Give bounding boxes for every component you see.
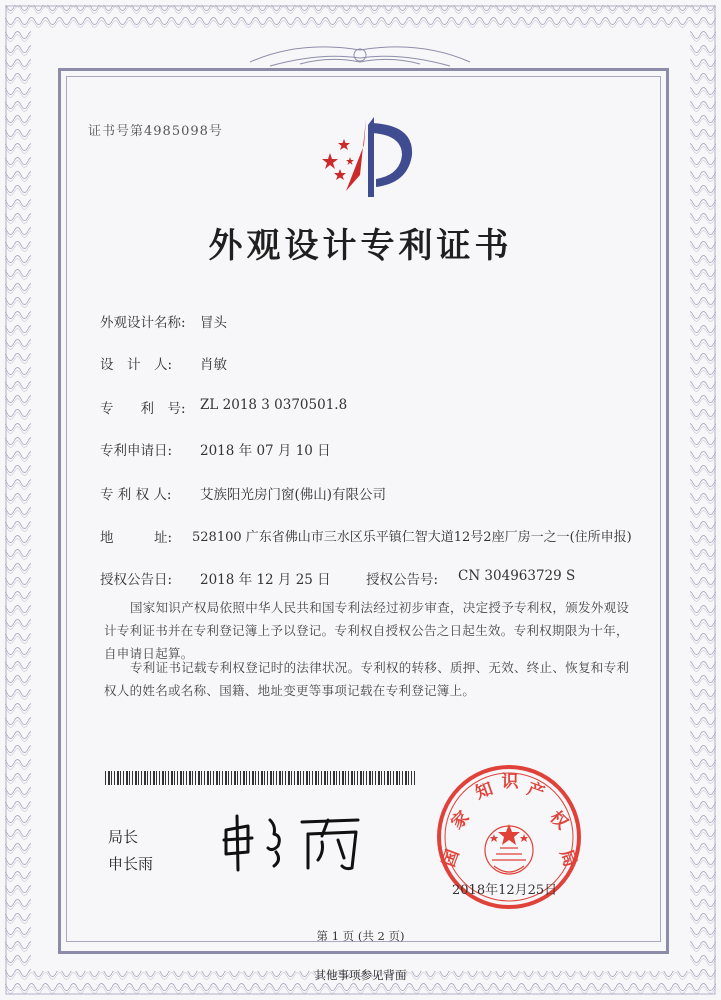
barcode: [105, 771, 415, 785]
svg-text:局: 局: [555, 846, 581, 870]
handwritten-signature: [218, 812, 368, 872]
grant-number-label: 授权公告号:: [366, 572, 439, 588]
certificate-title: 外观设计专利证书: [208, 226, 513, 266]
patent-office-logo: [316, 115, 416, 200]
patent-number-value: ZL 2018 3 0370501.8: [200, 397, 348, 413]
designer-label: 设 计 人:: [100, 357, 173, 373]
filing-date-value: 2018 年 07 月 10 日: [200, 443, 331, 459]
page-indicator: 第 1 页 (共 2 页): [316, 929, 405, 943]
design-name-value: 冒头: [200, 315, 227, 331]
address-label: 地 址:: [100, 530, 173, 546]
address-value: 528100 广东省佛山市三水区乐平镇仁智大道12号2座厂房一之一(住所申报): [192, 530, 632, 545]
svg-text:识: 识: [501, 772, 519, 792]
filing-date-label: 专利申请日:: [100, 443, 173, 459]
legal-status-paragraph: 专利证书记载专利权登记时的法律状况。专利权的转移、质押、无效、终止、恢复和专利权人的姓名或名称、国籍、地址变更等事项记载在专利登记簿上。: [104, 660, 630, 698]
grant-date-value: 2018 年 12 月 25 日: [200, 572, 331, 588]
patent-number-label: 专 利 号:: [100, 401, 186, 417]
patentee-value: 艾族阳光房门窗(佛山)有限公司: [200, 487, 387, 503]
svg-text:权: 权: [545, 807, 572, 834]
patentee-label: 专 利 权 人:: [100, 487, 172, 503]
certificate-number: 证书号第4985098号: [88, 124, 223, 139]
director-name: 申长雨: [108, 855, 154, 873]
grant-number-value: CN 304963729 S: [458, 568, 576, 584]
grant-statement-paragraph: 国家知识产权局依照中华人民共和国专利法经过初步审查，决定授予专利权，颁发外观设计专利证书并在专利登记簿上予以登记。专利权自授权公告之日起生效。专利权期限为十年，自申请日起算。: [104, 600, 630, 661]
svg-text:知: 知: [472, 778, 496, 804]
designer-value: 肖敏: [200, 357, 227, 373]
svg-text:产: 产: [524, 778, 548, 804]
director-title: 局长: [108, 828, 139, 846]
design-name-label: 外观设计名称:: [100, 315, 186, 331]
grant-date-label: 授权公告日:: [100, 572, 173, 588]
svg-text:国: 国: [438, 846, 464, 870]
seal-date: 2018年12月25日: [452, 883, 558, 898]
footer-note: 其他事项参见背面: [314, 968, 407, 982]
svg-text:家: 家: [447, 807, 474, 834]
